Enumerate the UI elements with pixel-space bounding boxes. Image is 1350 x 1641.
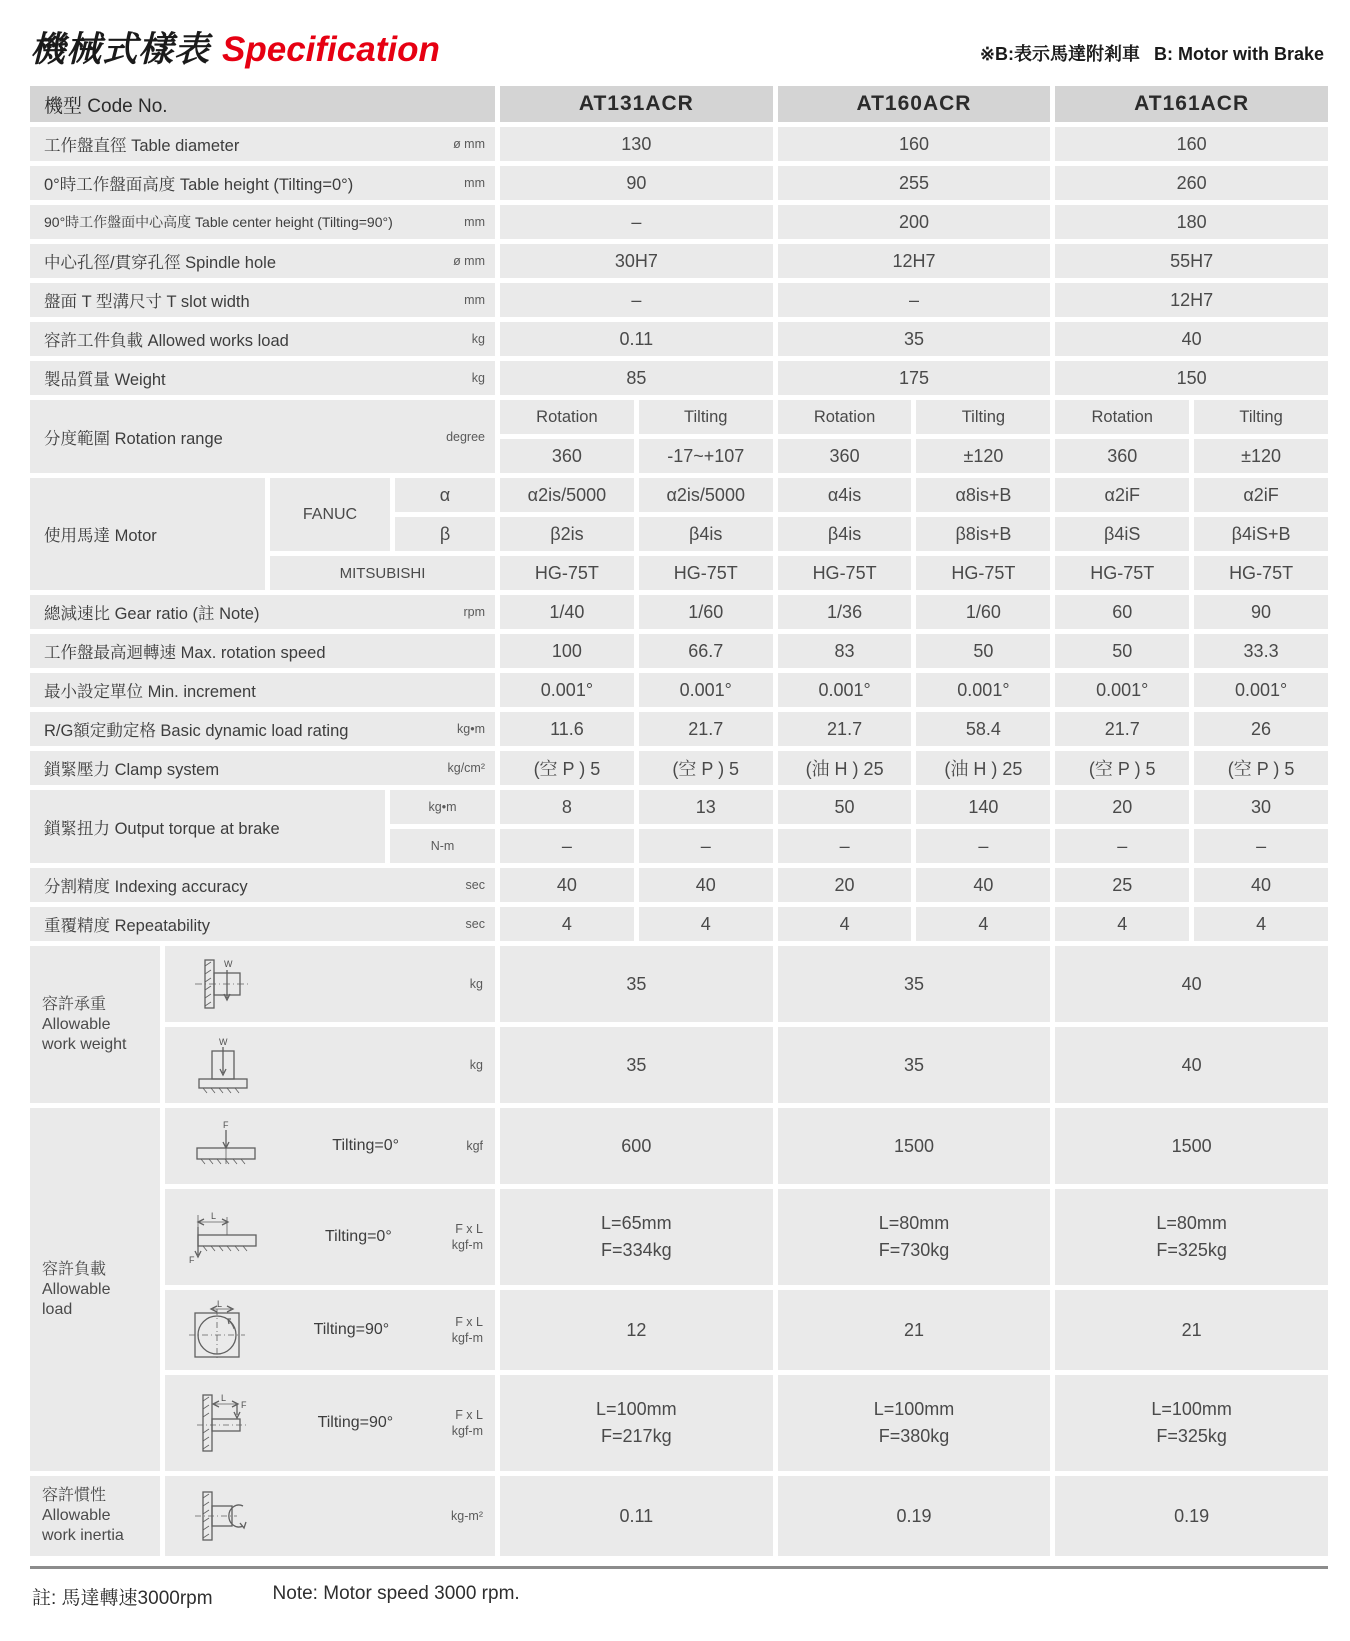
unit-label: ø mm	[453, 137, 485, 151]
value-cell: 360	[500, 439, 634, 473]
value-cell: 21.7	[639, 712, 773, 746]
value-cell: 13	[639, 790, 773, 824]
specification-table	[30, 86, 1328, 1569]
value-cell: –	[778, 829, 912, 863]
value-cell: 21	[778, 1290, 1051, 1370]
subhead-rotation: Rotation	[778, 400, 912, 434]
footer-note-en: Note: Motor speed 3000 rpm.	[272, 1583, 520, 1604]
value-cell: 0.001°	[916, 673, 1050, 707]
value-cell: 21	[1055, 1290, 1328, 1370]
value-cell: 40	[639, 868, 773, 902]
value-cell: (油 H ) 25	[778, 751, 912, 785]
value-cell: –	[778, 283, 1051, 317]
value-cell: 0.19	[1055, 1476, 1328, 1556]
page-title	[30, 22, 440, 72]
value-cell: 160	[778, 127, 1051, 161]
motor-label: 使用馬達 Motor	[30, 478, 265, 590]
value-cell: 4	[1194, 907, 1328, 941]
value-cell: 35	[778, 946, 1051, 1022]
value-cell: ±120	[1194, 439, 1328, 473]
value-cell: 40	[1055, 322, 1328, 356]
beta-label: β	[395, 517, 495, 551]
table-row-gear-ratio	[30, 595, 1328, 629]
row-label: 0°時工作盤面高度 Table height (Tilting=0°) mm	[30, 166, 495, 200]
value-cell: 0.19	[778, 1476, 1051, 1556]
table-row-dynamic-load-rating	[30, 712, 1328, 746]
subhead-rotation: Rotation	[1055, 400, 1189, 434]
tilting-caption: Tilting=0°	[332, 1137, 400, 1154]
value-cell: 33.3	[1194, 634, 1328, 668]
value-cell: HG-75T	[1055, 556, 1189, 590]
value-cell: 30H7	[500, 244, 773, 278]
value-cell: 0.001°	[778, 673, 912, 707]
value-cell: 40	[500, 868, 634, 902]
svg-text:W: W	[224, 959, 233, 969]
unit-label: mm	[464, 293, 485, 307]
value-cell: –	[1055, 829, 1189, 863]
value-cell: L=100mm F=325kg	[1055, 1375, 1328, 1471]
value-cell: 175	[778, 361, 1051, 395]
row-label: 分度範圍 Rotation range degree	[30, 400, 495, 473]
table-row-t-slot	[30, 283, 1328, 317]
value-cell: 35	[778, 1027, 1051, 1103]
value-cell: –	[500, 205, 773, 239]
unit-label: kg	[471, 332, 485, 346]
unit-label: kg	[471, 371, 485, 385]
row-label: 工作盤最高迴轉速 Max. rotation speed	[30, 634, 495, 668]
page-title-zh: 機械式樣表	[30, 30, 211, 69]
value-cell: 35	[778, 322, 1051, 356]
svg-text:L: L	[211, 1211, 217, 1221]
unit-label: degree	[446, 429, 485, 444]
value-cell: (空 P ) 5	[639, 751, 773, 785]
value-cell: 4	[916, 907, 1050, 941]
value-cell: 20	[778, 868, 912, 902]
table-row-diameter	[30, 127, 1328, 161]
allowable-work-inertia-label: 容許慣性 Allowable work inertia	[30, 1476, 160, 1556]
value-cell: 20	[1055, 790, 1189, 824]
row-label: 工作盤直徑 Table diameter ø mm	[30, 127, 495, 161]
value-cell: α2iF	[1055, 478, 1189, 512]
fanuc-label: FANUC	[270, 478, 390, 551]
value-cell: HG-75T	[1194, 556, 1328, 590]
model-header-at160acr: AT160ACR	[778, 86, 1051, 122]
table-row-indexing-accuracy	[30, 868, 1328, 902]
diagram-cell	[165, 946, 495, 1022]
allowable-load-label: 容許負載 Allowable load	[30, 1108, 160, 1471]
diagram-cell	[165, 1290, 495, 1370]
value-cell: 4	[778, 907, 912, 941]
value-cell: 25	[1055, 868, 1189, 902]
diagram-cell	[165, 1108, 495, 1184]
value-cell: 255	[778, 166, 1051, 200]
value-cell: 360	[1055, 439, 1189, 473]
value-cell: 50	[778, 790, 912, 824]
table-row-table-height	[30, 166, 1328, 200]
footer-note-zh: 註: 馬達轉速3000rpm	[32, 1588, 213, 1609]
value-cell: 21.7	[778, 712, 912, 746]
unit-label: kg-m²	[451, 1508, 483, 1523]
value-cell: 50	[916, 634, 1050, 668]
value-cell: 40	[1055, 1027, 1328, 1103]
unit-label: kg	[469, 976, 483, 991]
value-cell: (空 P ) 5	[1194, 751, 1328, 785]
subhead-tilting: Tilting	[1194, 400, 1328, 434]
svg-text:F: F	[241, 1400, 247, 1410]
value-cell: 160	[1055, 127, 1328, 161]
value-cell: 1/40	[500, 595, 634, 629]
table-row-motor	[30, 478, 1328, 590]
value-cell: (空 P ) 5	[1055, 751, 1189, 785]
value-cell: –	[1194, 829, 1328, 863]
value-cell: 11.6	[500, 712, 634, 746]
value-cell: –	[500, 283, 773, 317]
value-cell: (油 H ) 25	[916, 751, 1050, 785]
value-cell: 12	[500, 1290, 773, 1370]
value-cell: –	[500, 829, 634, 863]
svg-text:L: L	[217, 1299, 223, 1309]
value-cell: 150	[1055, 361, 1328, 395]
row-label: 總減速比 Gear ratio (註 Note) rpm	[30, 595, 495, 629]
row-label: 容許工件負載 Allowed works load kg	[30, 322, 495, 356]
table-header-row	[30, 86, 1328, 122]
value-cell: 40	[1194, 868, 1328, 902]
value-cell: L=65mm F=334kg	[500, 1189, 773, 1285]
value-cell: 26	[1194, 712, 1328, 746]
allowable-work-weight-label: 容許承重 Allowable work weight	[30, 946, 160, 1103]
value-cell: 35	[500, 1027, 773, 1103]
brake-note-zh: ※B:表示馬達附剎車	[979, 44, 1140, 64]
footer-note	[30, 1569, 1328, 1616]
value-cell: 40	[1055, 946, 1328, 1022]
value-cell: 1/36	[778, 595, 912, 629]
row-label: 最小設定單位 Min. increment	[30, 673, 495, 707]
value-cell: β4is	[639, 517, 773, 551]
value-cell: 200	[778, 205, 1051, 239]
unit-label-kgm: kg•m	[390, 790, 495, 824]
value-cell: HG-75T	[916, 556, 1050, 590]
value-cell: 35	[500, 946, 773, 1022]
brake-note	[966, 40, 1324, 72]
work-inertia-diagram	[187, 1486, 259, 1546]
value-cell: 90	[1194, 595, 1328, 629]
value-cell: L=80mm F=325kg	[1055, 1189, 1328, 1285]
tilting-caption: Tilting=90°	[317, 1414, 394, 1431]
value-cell: 12H7	[1055, 283, 1328, 317]
value-cell: 0.001°	[639, 673, 773, 707]
value-cell: β4iS	[1055, 517, 1189, 551]
work-weight-tilt90-diagram	[187, 954, 259, 1014]
subhead-tilting: Tilting	[916, 400, 1050, 434]
value-cell: HG-75T	[639, 556, 773, 590]
brake-note-en: B: Motor with Brake	[1153, 44, 1324, 64]
value-cell: -17~+107	[639, 439, 773, 473]
value-cell: 55H7	[1055, 244, 1328, 278]
value-cell: α8is+B	[916, 478, 1050, 512]
svg-text:F: F	[189, 1255, 195, 1265]
tilting-caption: Tilting=90°	[313, 1321, 390, 1338]
unit-label: mm	[464, 176, 485, 190]
unit-label: kgf	[466, 1138, 483, 1153]
value-cell: β4iS+B	[1194, 517, 1328, 551]
value-cell: 83	[778, 634, 912, 668]
value-cell: 0.001°	[500, 673, 634, 707]
unit-label: kg/cm²	[447, 761, 485, 775]
tilting-caption: Tilting=0°	[325, 1228, 392, 1245]
value-cell: L=80mm F=730kg	[778, 1189, 1051, 1285]
value-cell: 60	[1055, 595, 1189, 629]
value-cell: β8is+B	[916, 517, 1050, 551]
value-cell: 1500	[778, 1108, 1051, 1184]
diagram-cell	[165, 1027, 495, 1103]
value-cell: 21.7	[1055, 712, 1189, 746]
table-row-weight	[30, 361, 1328, 395]
row-label: 90°時工作盤面中心高度 Table center height (Tilting=90°) mm	[30, 205, 495, 239]
value-cell: 0.11	[500, 1476, 773, 1556]
value-cell: L=100mm F=380kg	[778, 1375, 1051, 1471]
value-cell: 260	[1055, 166, 1328, 200]
table-block-allowable-work-weight	[30, 946, 1328, 1103]
value-cell: 600	[500, 1108, 773, 1184]
value-cell: 4	[1055, 907, 1189, 941]
unit-label: kg•m	[457, 722, 485, 736]
table-row-max-rotation-speed	[30, 634, 1328, 668]
subhead-tilting: Tilting	[639, 400, 773, 434]
value-cell: 8	[500, 790, 634, 824]
value-cell: 4	[500, 907, 634, 941]
code-no-label: 機型 Code No.	[30, 86, 495, 122]
table-row-allowable-work-inertia	[30, 1476, 1328, 1556]
value-cell: α4is	[778, 478, 912, 512]
table-row-repeatability	[30, 907, 1328, 941]
table-row-rotation-range	[30, 400, 1328, 473]
value-cell: 85	[500, 361, 773, 395]
value-cell: –	[639, 829, 773, 863]
value-cell: 12H7	[778, 244, 1051, 278]
row-label: 分割精度 Indexing accuracy sec	[30, 868, 495, 902]
title-bar	[30, 14, 1328, 86]
value-cell: ±120	[916, 439, 1050, 473]
diagram-cell	[165, 1375, 495, 1471]
value-cell: 50	[1055, 634, 1189, 668]
value-cell: 0.11	[500, 322, 773, 356]
row-label: R/G額定動定格 Basic dynamic load rating kg•m	[30, 712, 495, 746]
value-cell: α2iF	[1194, 478, 1328, 512]
diagram-cell	[165, 1476, 495, 1556]
row-label: 鎖緊壓力 Clamp system kg/cm²	[30, 751, 495, 785]
value-cell: 360	[778, 439, 912, 473]
value-cell: β2is	[500, 517, 634, 551]
value-cell: HG-75T	[500, 556, 634, 590]
value-cell: β4is	[778, 517, 912, 551]
unit-label: rpm	[463, 605, 485, 619]
row-label: 製品質量 Weight kg	[30, 361, 495, 395]
work-weight-tilt0-diagram	[187, 1035, 259, 1095]
value-cell: 0.001°	[1055, 673, 1189, 707]
value-cell: 1500	[1055, 1108, 1328, 1184]
model-header-at161acr: AT161ACR	[1055, 86, 1328, 122]
value-cell: 30	[1194, 790, 1328, 824]
value-cell: 180	[1055, 205, 1328, 239]
unit-label: F x L kgf-m	[451, 1314, 483, 1345]
value-cell: 130	[500, 127, 773, 161]
row-label: 重覆精度 Repeatability sec	[30, 907, 495, 941]
unit-label: F x L kgf-m	[451, 1407, 483, 1438]
value-cell: 40	[916, 868, 1050, 902]
value-cell: 58.4	[916, 712, 1050, 746]
value-cell: (空 P ) 5	[500, 751, 634, 785]
row-label: 盤面 T 型溝尺寸 T slot width mm	[30, 283, 495, 317]
svg-text:W: W	[219, 1037, 228, 1047]
unit-label: ø mm	[453, 254, 485, 268]
svg-text:L: L	[221, 1393, 227, 1403]
row-label: 鎖緊扭力 Output torque at brake	[30, 790, 385, 863]
load-tilt0-moment-diagram	[187, 1209, 265, 1265]
table-row-spindle-hole	[30, 244, 1328, 278]
unit-label-nm: N-m	[390, 829, 495, 863]
table-row-output-torque	[30, 790, 1328, 863]
row-label: 中心孔徑/貫穿孔徑 Spindle hole ø mm	[30, 244, 495, 278]
value-cell: α2is/5000	[639, 478, 773, 512]
unit-label: kg	[469, 1057, 483, 1072]
diagram-cell	[165, 1189, 495, 1285]
table-block-allowable-load	[30, 1108, 1328, 1471]
mitsubishi-label: MITSUBISHI	[270, 556, 495, 590]
table-row-clamp-system	[30, 751, 1328, 785]
table-row-min-increment	[30, 673, 1328, 707]
load-tilt90-face-diagram	[187, 1299, 251, 1361]
value-cell: 90	[500, 166, 773, 200]
value-cell: 0.001°	[1194, 673, 1328, 707]
alpha-label: α	[395, 478, 495, 512]
value-cell: 140	[916, 790, 1050, 824]
subhead-rotation: Rotation	[500, 400, 634, 434]
value-cell: 1/60	[639, 595, 773, 629]
value-cell: α2is/5000	[500, 478, 634, 512]
table-row-center-height	[30, 205, 1328, 239]
value-cell: 66.7	[639, 634, 773, 668]
value-cell: 100	[500, 634, 634, 668]
value-cell: 1/60	[916, 595, 1050, 629]
load-tilt90-side-diagram	[187, 1391, 259, 1455]
value-cell: 4	[639, 907, 773, 941]
table-row-works-load	[30, 322, 1328, 356]
value-cell: –	[916, 829, 1050, 863]
model-header-at131acr: AT131ACR	[500, 86, 773, 122]
load-tilt0-force-diagram	[187, 1118, 265, 1174]
value-cell: HG-75T	[778, 556, 912, 590]
value-cell: L=100mm F=217kg	[500, 1375, 773, 1471]
unit-label: mm	[464, 215, 485, 229]
unit-label: sec	[465, 917, 485, 931]
unit-label: F x L kgf-m	[451, 1221, 483, 1252]
page-title-en: Specification	[222, 30, 440, 69]
unit-label: sec	[465, 878, 485, 892]
svg-text:F: F	[223, 1120, 229, 1130]
